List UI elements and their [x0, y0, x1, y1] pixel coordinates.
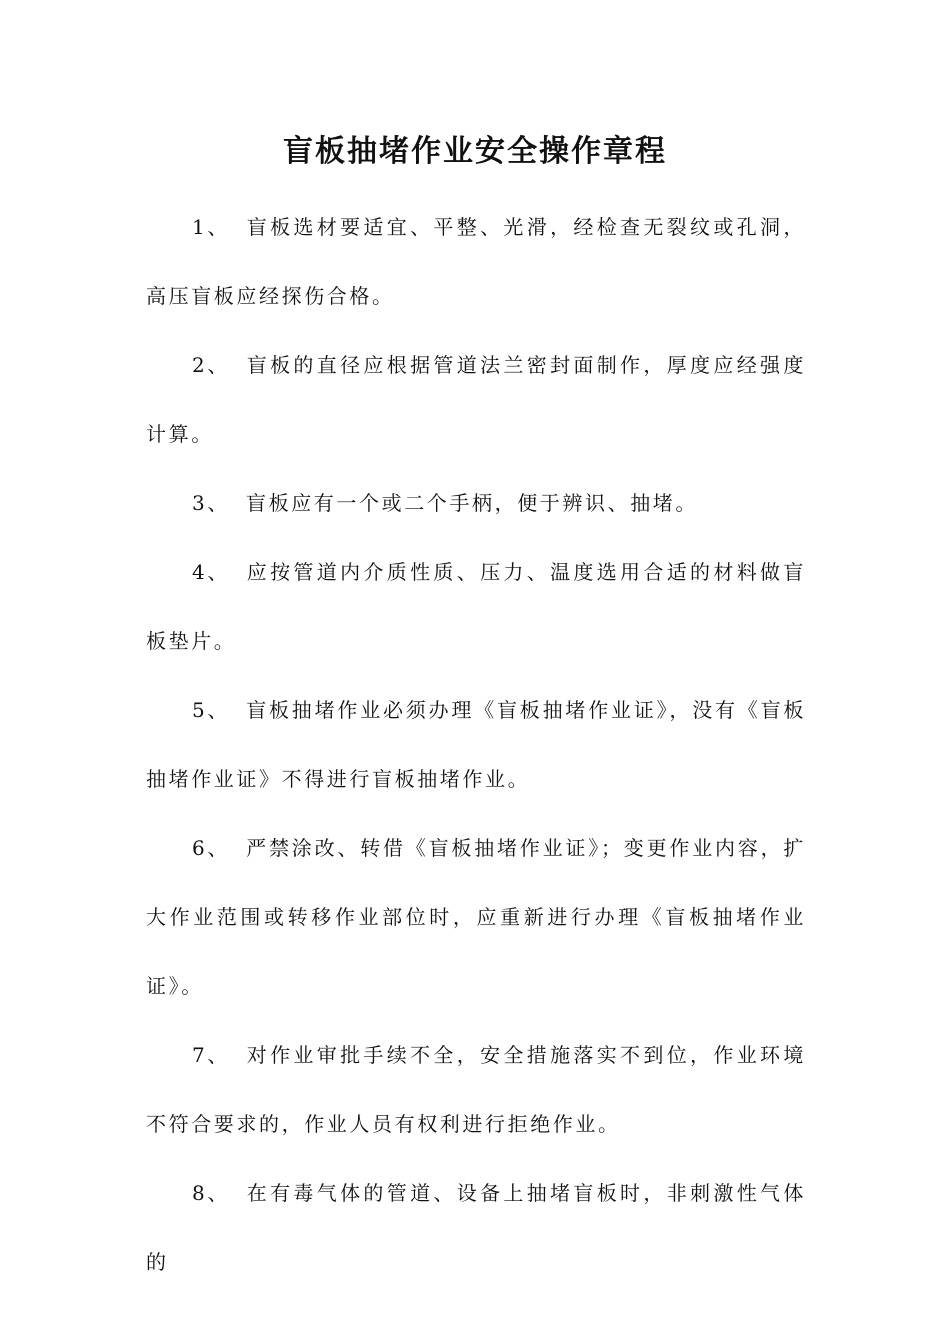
item-text: 对作业审批手续不全，安全措施落实不到位，作业环境不符合要求的，作业人员有权利进行拒绝作业。	[146, 1043, 806, 1136]
item-text: 应按管道内介质性质、压力、温度选用合适的材料做盲板垫片。	[146, 560, 806, 653]
item-text: 盲板选材要适宜、平整、光滑，经检查无裂纹或孔洞，高压盲板应经探伤合格。	[146, 215, 806, 308]
list-item	[146, 331, 806, 469]
item-number: 8、	[192, 1181, 230, 1205]
list-item	[146, 1159, 806, 1297]
item-number: 6、	[192, 836, 230, 860]
list-item	[146, 469, 806, 538]
document-body	[146, 193, 806, 1297]
item-number: 5、	[192, 698, 230, 722]
list-item	[146, 814, 806, 1021]
list-item	[146, 538, 806, 676]
item-number: 7、	[192, 1043, 230, 1067]
item-number: 1、	[192, 215, 230, 239]
item-text: 盲板应有一个或二个手柄，便于辨识、抽堵。	[246, 491, 698, 515]
list-item	[146, 193, 806, 331]
item-number: 4、	[192, 560, 230, 584]
item-text: 在有毒气体的管道、设备上抽堵盲板时，非刺激性气体的	[146, 1181, 806, 1274]
item-text: 盲板的直径应根据管道法兰密封面制作，厚度应经强度计算。	[146, 353, 806, 446]
list-item	[146, 676, 806, 814]
list-item	[146, 1021, 806, 1159]
item-number: 3、	[192, 491, 230, 515]
item-text: 盲板抽堵作业必须办理《盲板抽堵作业证》，没有《盲板抽堵作业证》不得进行盲板抽堵作业。	[146, 698, 806, 791]
item-number: 2、	[192, 353, 230, 377]
item-text: 严禁涂改、转借《盲板抽堵作业证》；变更作业内容，扩大作业范围或转移作业部位时，应重新进行办理《盲板抽堵作业证》。	[146, 836, 806, 998]
document-title: 盲板抽堵作业安全操作章程	[283, 134, 667, 169]
